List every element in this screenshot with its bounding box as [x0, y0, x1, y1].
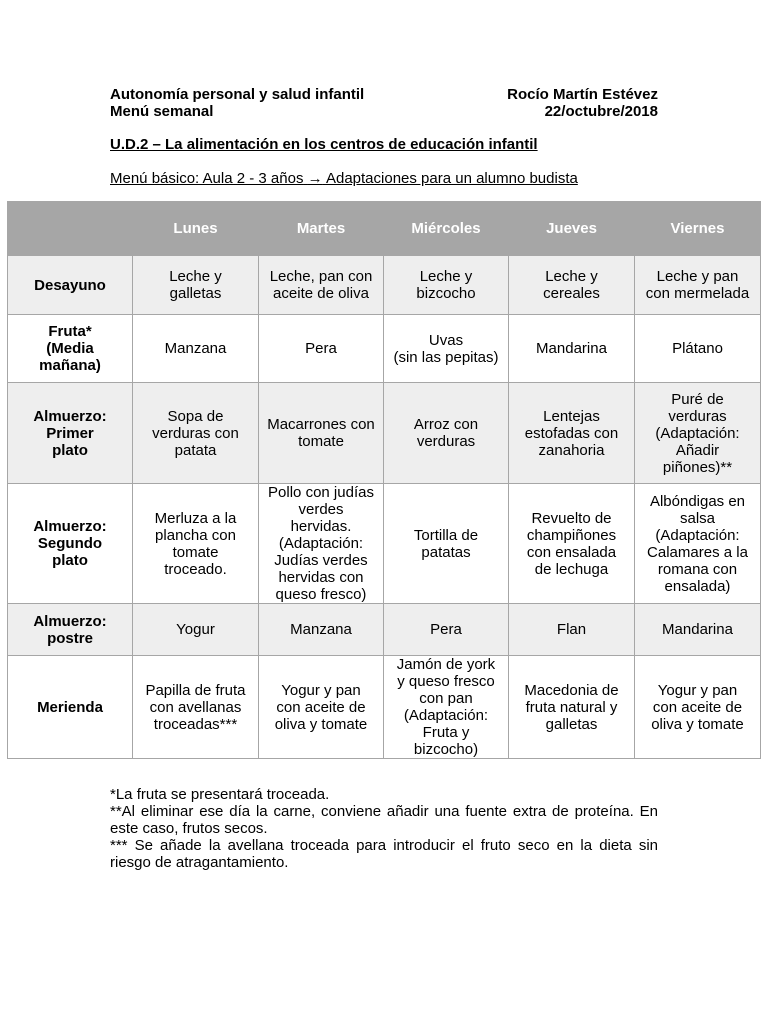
meal-label: Almuerzo: Primer plato: [8, 383, 133, 484]
menu-cell: Flan: [509, 604, 635, 656]
meal-label: Merienda: [8, 656, 133, 759]
menu-cell: Leche y cereales: [509, 256, 635, 315]
meal-label: Fruta* (Media mañana): [8, 315, 133, 383]
menu-cell: Uvas (sin las pepitas): [384, 315, 509, 383]
day-header-0: Lunes: [133, 202, 259, 256]
footnote-3: *** Se añade la avellana troceada para introducir el fruto seco en la dieta sin riesgo de atragantamiento.: [110, 837, 658, 871]
menu-cell: Leche y galletas: [133, 256, 259, 315]
arrow-right-icon: →: [307, 170, 323, 187]
footnote-2: **Al eliminar ese día la carne, conviene añadir una fuente extra de proteína. En este caso, frutos secos.: [110, 803, 658, 837]
menu-cell: Pollo con judías verdes hervidas. (Adaptación: Judías verdes hervidas con queso fresco): [259, 484, 384, 604]
header-corner: [8, 202, 133, 256]
menu-cell: Plátano: [635, 315, 761, 383]
day-header-3: Jueves: [509, 202, 635, 256]
menu-cell: Pera: [384, 604, 509, 656]
table-row: [8, 604, 761, 656]
menu-cell: Mandarina: [509, 315, 635, 383]
subtitle-right: Adaptaciones para un alumno budista: [325, 170, 578, 187]
menu-cell: Yogur y pan con aceite de oliva y tomate: [635, 656, 761, 759]
meal-label: Almuerzo: postre: [8, 604, 133, 656]
subtitle-left: Menú básico: Aula 2 - 3 años: [110, 170, 304, 187]
table-row: [8, 383, 761, 484]
table-row: [8, 256, 761, 315]
menu-cell: Pera: [259, 315, 384, 383]
menu-cell: Puré de verduras (Adaptación: Añadir piñones)**: [635, 383, 761, 484]
day-header-1: Martes: [259, 202, 384, 256]
unit-title: U.D.2 – La alimentación en los centros de educación infantil: [110, 136, 538, 153]
menu-cell: Sopa de verduras con patata: [133, 383, 259, 484]
day-header-4: Viernes: [635, 202, 761, 256]
menu-cell: Arroz con verduras: [384, 383, 509, 484]
menu-cell: Tortilla de patatas: [384, 484, 509, 604]
table-row: [8, 315, 761, 383]
menu-cell: Macarrones con tomate: [259, 383, 384, 484]
menu-cell: Manzana: [259, 604, 384, 656]
menu-cell: Papilla de fruta con avellanas troceadas***: [133, 656, 259, 759]
menu-cell: Revuelto de champiñones con ensalada de lechuga: [509, 484, 635, 604]
footnote-1: *La fruta se presentará troceada.: [110, 786, 330, 803]
table-row: [8, 484, 761, 604]
day-header-2: Miércoles: [384, 202, 509, 256]
document-date: 22/octubre/2018: [544, 103, 658, 120]
table-row: [8, 656, 761, 759]
menu-cell: Mandarina: [635, 604, 761, 656]
document-header: [110, 86, 658, 120]
document-title: Menú semanal: [110, 103, 214, 120]
menu-cell: Leche y pan con mermelada: [635, 256, 761, 315]
weekly-menu-table: [7, 201, 761, 759]
author-name: Rocío Martín Estévez: [507, 86, 658, 103]
subject-title: Autonomía personal y salud infantil: [110, 86, 365, 103]
menu-cell: Albóndigas en salsa (Adaptación: Calamares a la romana con ensalada): [635, 484, 761, 604]
menu-cell: Leche, pan con aceite de oliva: [259, 256, 384, 315]
meal-label: Desayuno: [8, 256, 133, 315]
menu-subtitle: [110, 170, 578, 187]
table-header-row: [8, 202, 761, 256]
menu-cell: Jamón de york y queso fresco con pan (Adaptación: Fruta y bizcocho): [384, 656, 509, 759]
menu-cell: Yogur y pan con aceite de oliva y tomate: [259, 656, 384, 759]
menu-cell: Manzana: [133, 315, 259, 383]
menu-cell: Merluza a la plancha con tomate troceado.: [133, 484, 259, 604]
menu-cell: Leche y bizcocho: [384, 256, 509, 315]
menu-cell: Lentejas estofadas con zanahoria: [509, 383, 635, 484]
menu-cell: Macedonia de fruta natural y galletas: [509, 656, 635, 759]
menu-cell: Yogur: [133, 604, 259, 656]
footnotes: [110, 786, 658, 871]
meal-label: Almuerzo: Segundo plato: [8, 484, 133, 604]
